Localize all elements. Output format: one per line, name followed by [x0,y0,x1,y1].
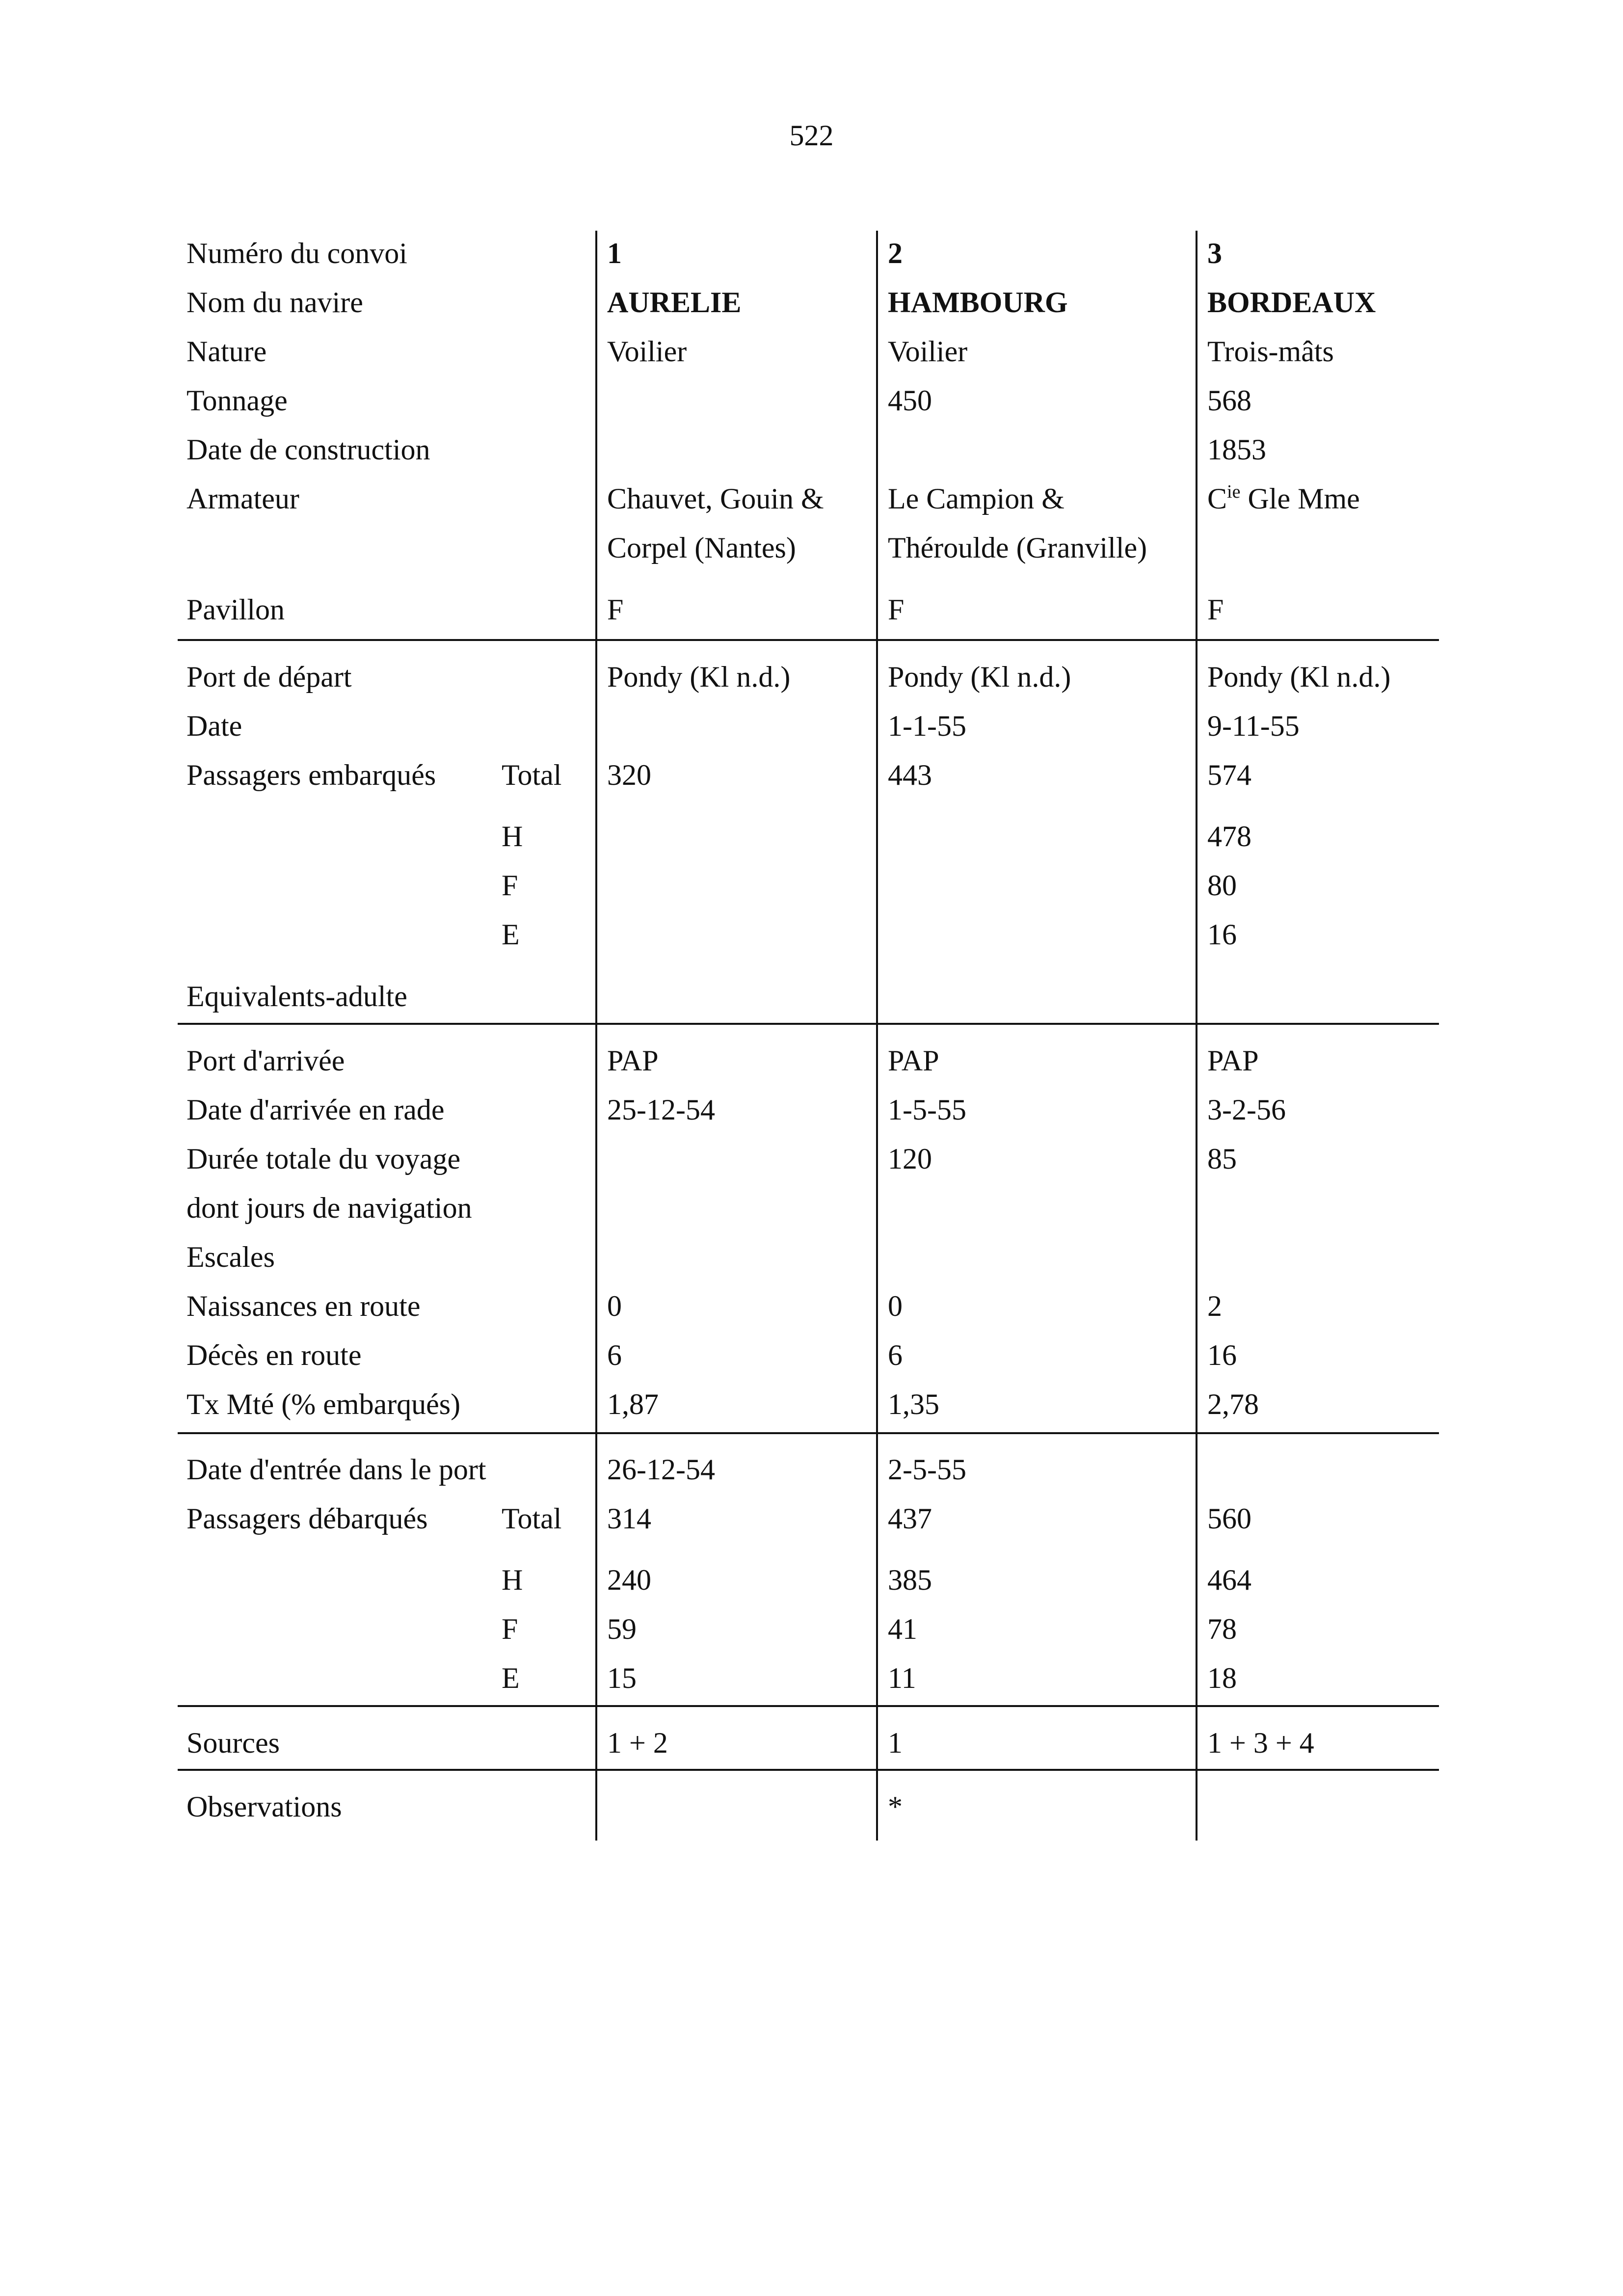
embarques-e-3: 16 [1207,918,1237,951]
row-label-duree: Durée totale du voyage [186,1143,461,1175]
date-entree-1: 26-12-54 [607,1453,715,1486]
convoi-number-2: 2 [888,237,903,269]
date-depart-3: 9-11-55 [1207,710,1300,742]
ship-name-1: AURELIE [607,286,742,319]
port-arrivee-2: PAP [888,1044,939,1077]
nature-3: Trois-mâts [1207,335,1334,368]
armateur-2-line2: Théroulde (Granville) [888,532,1147,564]
row-label-equivalents: Equivalents-adulte [186,980,407,1013]
date-arrivee-1: 25-12-54 [607,1094,715,1126]
column-divider-3 [1196,231,1197,1841]
convoy-table [178,231,1439,1841]
debarques-h-3: 464 [1207,1564,1251,1596]
page-number: 522 [789,119,834,152]
date-entree-2: 2-5-55 [888,1453,966,1486]
date-arrivee-2: 1-5-55 [888,1094,966,1126]
date-arrivee-3: 3-2-56 [1207,1094,1286,1126]
section-divider-arrival [178,1432,1439,1434]
armateur-3 [1207,481,1360,516]
construction-3: 1853 [1207,433,1266,466]
port-depart-1: Pondy (Kl n.d.) [607,661,791,693]
embarques-total-3: 574 [1207,759,1251,791]
section-divider-landing [178,1705,1439,1707]
row-label-construction: Date de construction [186,433,430,466]
row-label-date-depart: Date [186,710,242,742]
debarques-f-2: 41 [888,1613,917,1645]
column-divider-1 [595,231,597,1841]
debarques-total-3: 560 [1207,1502,1251,1535]
row-label-convoi: Numéro du convoi [186,237,407,269]
debarques-e-2: 11 [888,1662,916,1694]
row-label-date-entree: Date d'entrée dans le port [186,1453,486,1486]
row-label-navigation: dont jours de navigation [186,1192,472,1224]
convoi-number-3: 3 [1207,237,1222,269]
deces-3: 16 [1207,1339,1237,1371]
sources-2: 1 [888,1727,903,1759]
row-label-port-depart: Port de départ [186,661,352,693]
deces-2: 6 [888,1339,903,1371]
sublabel-embarques-f: F [502,869,518,902]
armateur-1-line2: Corpel (Nantes) [607,532,796,564]
row-label-tonnage: Tonnage [186,384,288,417]
row-label-armateur: Armateur [186,482,299,515]
debarques-h-2: 385 [888,1564,932,1596]
duree-3: 85 [1207,1143,1237,1175]
row-label-mortalite: Tx Mté (% embarqués) [186,1388,461,1420]
debarques-f-1: 59 [607,1613,637,1645]
pavillon-2: F [888,593,905,626]
section-divider-departure [178,1023,1439,1025]
row-label-naissances: Naissances en route [186,1290,421,1322]
row-label-navire: Nom du navire [186,286,363,319]
port-arrivee-1: PAP [607,1044,659,1077]
tonnage-3: 568 [1207,384,1251,417]
row-label-escales: Escales [186,1241,275,1273]
sources-3: 1 + 3 + 4 [1207,1727,1314,1759]
debarques-total-1: 314 [607,1502,651,1535]
section-divider-ship [178,639,1439,641]
mortalite-3: 2,78 [1207,1388,1259,1420]
row-label-date-arrivee: Date d'arrivée en rade [186,1094,445,1126]
sublabel-debarques-total: Total [502,1502,562,1535]
row-label-debarques: Passagers débarqués [186,1502,428,1535]
debarques-h-1: 240 [607,1564,651,1596]
section-divider-sources [178,1769,1439,1771]
mortalite-1: 1,87 [607,1388,659,1420]
debarques-f-3: 78 [1207,1613,1237,1645]
port-depart-2: Pondy (Kl n.d.) [888,661,1071,693]
duree-2: 120 [888,1143,932,1175]
sublabel-embarques-total: Total [502,759,562,791]
sublabel-debarques-h: H [502,1564,523,1596]
naissances-1: 0 [607,1290,622,1322]
sublabel-embarques-h: H [502,820,523,853]
sublabel-debarques-f: F [502,1613,518,1645]
embarques-total-2: 443 [888,759,932,791]
debarques-e-3: 18 [1207,1662,1237,1694]
sublabel-debarques-e: E [502,1662,520,1694]
row-label-sources: Sources [186,1727,280,1759]
row-label-nature: Nature [186,335,267,368]
pavillon-3: F [1207,593,1224,626]
row-label-deces: Décès en route [186,1339,362,1371]
armateur-3-superscript: ie [1227,481,1241,502]
tonnage-2: 450 [888,384,932,417]
pavillon-1: F [607,593,624,626]
armateur-2-line1: Le Campion & [888,482,1064,515]
sources-1: 1 + 2 [607,1727,668,1759]
ship-name-3: BORDEAUX [1207,286,1376,319]
observations-2: * [888,1790,903,1823]
debarques-total-2: 437 [888,1502,932,1535]
deces-1: 6 [607,1339,622,1371]
naissances-2: 0 [888,1290,903,1322]
armateur-1-line1: Chauvet, Gouin & [607,482,824,515]
embarques-f-3: 80 [1207,869,1237,902]
ship-name-2: HAMBOURG [888,286,1068,319]
debarques-e-1: 15 [607,1662,637,1694]
date-depart-2: 1-1-55 [888,710,966,742]
row-label-observations: Observations [186,1790,342,1823]
embarques-total-1: 320 [607,759,651,791]
row-label-pavillon: Pavillon [186,593,285,626]
column-divider-2 [876,231,878,1841]
armateur-3-prefix: C [1207,482,1227,515]
embarques-h-3: 478 [1207,820,1251,853]
port-arrivee-3: PAP [1207,1044,1259,1077]
port-depart-3: Pondy (Kl n.d.) [1207,661,1391,693]
armateur-3-rest: Gle Mme [1240,482,1360,515]
row-label-embarques: Passagers embarqués [186,759,436,791]
nature-1: Voilier [607,335,687,368]
convoi-number-1: 1 [607,237,622,269]
nature-2: Voilier [888,335,968,368]
mortalite-2: 1,35 [888,1388,939,1420]
sublabel-embarques-e: E [502,918,520,951]
row-label-port-arrivee: Port d'arrivée [186,1044,345,1077]
naissances-3: 2 [1207,1290,1222,1322]
